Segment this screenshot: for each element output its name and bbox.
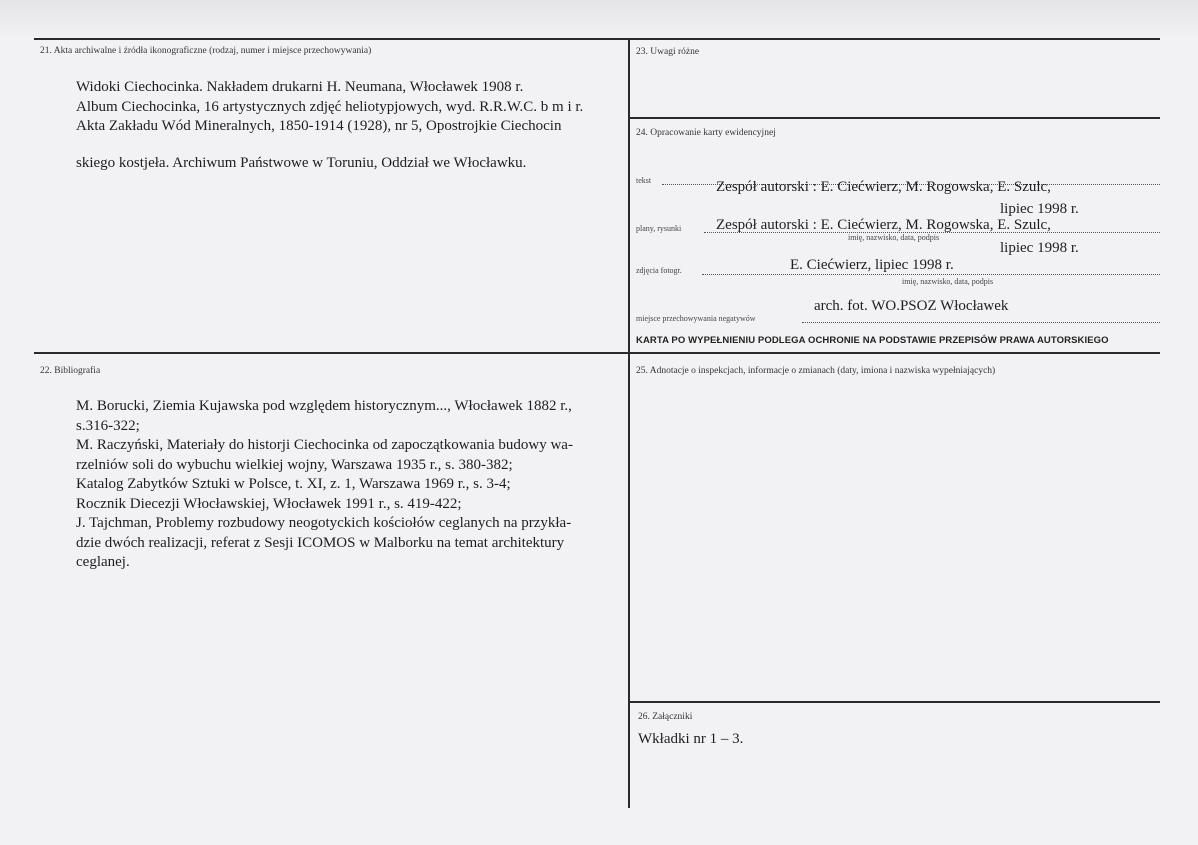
archive-line: Album Ciechocinka, 16 artystycznych zdjęć heliotypjowych, wyd. R.R.W.C. b m i r. xyxy=(76,98,584,115)
plany-value: Zespół autorski : E. Ciećwierz, M. Rogowska, E. Szulc, xyxy=(716,217,1051,233)
attachments-value: Wkładki nr 1 – 3. xyxy=(638,731,744,747)
section-21-content xyxy=(76,78,583,173)
section-22-label: 22. Bibliografia xyxy=(40,366,101,376)
bibliography-line: Rocznik Diecezji Włocławskiej, Włocławek 1991 r., s. 419-422; xyxy=(76,495,462,512)
bibliography-line: M. Borucki, Ziemia Kujawska pod względem historycznym..., Włocławek 1882 r., xyxy=(76,398,572,414)
zdjecia-dotted-line xyxy=(702,274,1160,275)
zdjecia-hint: imię, nazwisko, data, podpis xyxy=(902,277,994,286)
top-border xyxy=(34,38,1160,40)
tekst-value: Zespół autorski : E. Ciećwierz, M. Rogowska, E. Szulc, xyxy=(716,179,1051,195)
archive-line: Widoki Ciechocinka. Nakładem drukarni H. Neumana, Włocławek 1908 r. xyxy=(76,79,524,95)
bibliography-line: Katalog Zabytków Sztuki w Polsce, t. XI, z. 1, Warszawa 1969 r., s. 3-4; xyxy=(76,476,511,492)
bibliography-line: rzelniów soli do wybuchu wielkiej wojny, Warszawa 1935 r., s. 380-382; xyxy=(76,456,513,473)
divider-23-24 xyxy=(628,117,1160,119)
bibliography-line: ceglanej. xyxy=(76,554,130,570)
bibliography-line: J. Tajchman, Problemy rozbudowy neogotyckich kościołów ceglanych na przykła- xyxy=(76,515,572,531)
bibliography-line: dzie dwóch realizacji, referat z Sesji ICOMOS w Malborku na temat architektury xyxy=(76,534,565,551)
zdjecia-value: E. Ciećwierz, lipiec 1998 r. xyxy=(790,257,954,273)
negatywy-value: arch. fot. WO.PSOZ Włocławek xyxy=(814,298,1009,314)
tekst-date: lipiec 1998 r. xyxy=(1000,201,1079,217)
plany-date: lipiec 1998 r. xyxy=(1000,240,1079,256)
bibliography-line: s.316-322; xyxy=(76,417,140,434)
archive-line: Akta Zakładu Wód Mineralnych, 1850-1914 (1928), nr 5, Opostrojkie Ciechocin xyxy=(76,118,562,134)
center-divider xyxy=(628,38,630,808)
plany-label: plany, rysunki xyxy=(636,224,682,233)
copyright-notice: KARTA PO WYPEŁNIENIU PODLEGA OCHRONIE NA PODSTAWIE PRZEPISÓW PRAWA AUTORSKIEGO xyxy=(636,335,1109,346)
plany-hint: imię, nazwisko, data, podpis xyxy=(848,233,940,242)
card-top-edge xyxy=(0,0,1198,36)
section-25-label: 25. Adnotacje o inspekcjach, informacje o zmianach (daty, imiona i nazwiska wypełniających) xyxy=(636,366,996,376)
section-23-label: 23. Uwagi różne xyxy=(636,47,700,57)
zdjecia-label: zdjęcia fotogr. xyxy=(636,266,682,275)
negatywy-dotted-line xyxy=(802,322,1160,323)
section-22-content xyxy=(76,397,573,573)
archive-line: skiego kostjeła. Archiwum Państwowe w Toruniu, Oddział we Włocławku. xyxy=(76,154,527,171)
negatywy-label: miejsce przechowywania negatywów xyxy=(636,314,756,323)
divider-25-26 xyxy=(628,701,1160,703)
tekst-label: tekst xyxy=(636,176,652,185)
section-24-label: 24. Opracowanie karty ewidencyjnej xyxy=(636,128,776,138)
middle-border xyxy=(34,352,1160,354)
section-21-label: 21. Akta archiwalne i źródła ikonograficzne (rodzaj, numer i miejsce przechowywania) xyxy=(40,46,372,56)
section-26-label: 26. Załączniki xyxy=(638,712,693,722)
bibliography-line: M. Raczyński, Materiały do historji Ciechocinka od zapoczątkowania budowy wa- xyxy=(76,437,573,453)
